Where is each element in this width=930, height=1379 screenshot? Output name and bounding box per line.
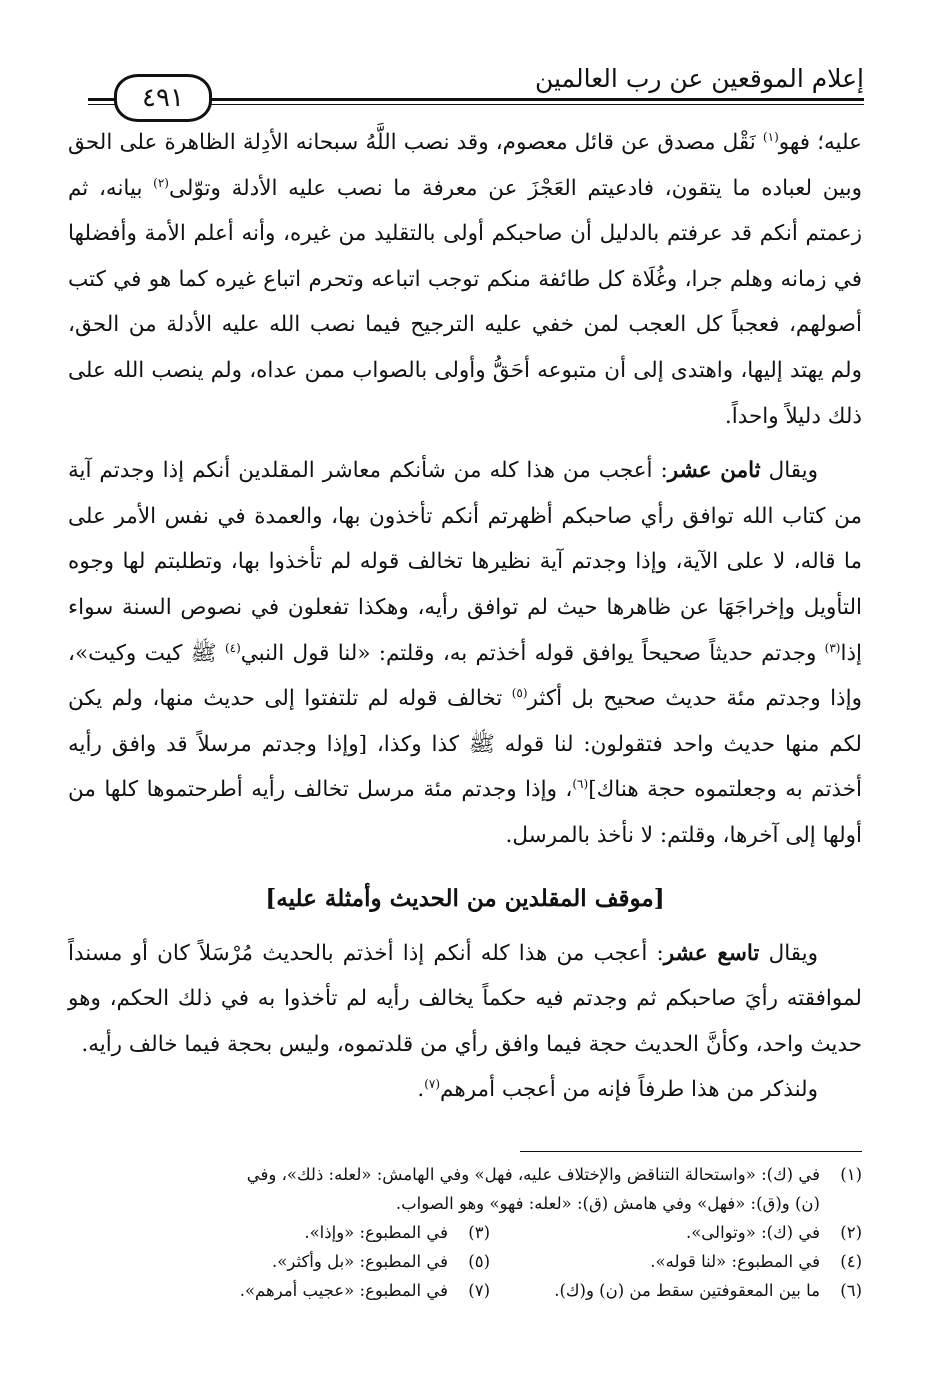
ordinal-label-19: تاسع عشر — [663, 940, 760, 966]
page-number-badge — [114, 74, 212, 122]
footnote-text: في المطبوع: «لنا قوله». — [650, 1252, 820, 1271]
text-run: . — [417, 1077, 425, 1103]
text-run: نَقْل مصدق عن قائل معصوم، وقد نصب اللَّهُ سبحانه الأدِلة الظاهرة على الحق وبين لعباده ما يتقون، فادعيتم العَجْزَ عن معرفة ما نصب عليه الأدلة وتوّلى — [68, 130, 862, 201]
footnote-text: في (ك): «وتوالى». — [685, 1223, 820, 1242]
footnote-text: ما بين المعقوفتين سقط من (ن) و(ك). — [554, 1281, 820, 1300]
footnote-row-6-7 — [68, 1276, 862, 1305]
footnote-text: في المطبوع: «عجيب أمرهم». — [239, 1281, 448, 1300]
footnote-ref-4: (٤) — [224, 640, 241, 655]
footnote-text: في (ك): «واستحالة التناقض والإختلاف عليه، فهل» وفي الهامش: «لعله: ذلك»، وفي — [246, 1165, 820, 1184]
text-run: : أعجب من هذا كله من شأنكم معاشر المقلدين أنكم إذا وجدتم آية من كتاب الله توافق رأي صاحبكم أظهرتم أنكم تأخذون بها، والعمدة في نفس الأمر على ما قاله، لا على الآية، وإذا وجدتم آية نظيرها تخالف قوله لم تأخذوا بها، وتطلبتم لها وجوه التأويل وإخراجَهَا عن ظاهرها حيث لم توافق رأيه، وهكذا تفعلون في نصوص السنة سواء إذا — [68, 458, 863, 666]
paragraph-1 — [68, 120, 862, 439]
footnotes — [68, 1160, 862, 1305]
footnote-row-4-5 — [68, 1247, 862, 1276]
footnote-ref-6: (٦) — [572, 777, 589, 792]
footnote-separator — [520, 1151, 862, 1152]
text-run: بيانه، ثم زعمتم أنكم قد عرفتم بالدليل أن صاحبكم أولى بالتقليد من غيره، وأنه أعلم الأمة وأفضلها في زمانه وهلم جرا، وغُلَاة كل طائفة منكم توجب اتباعه وتحرم اتباع غيره كما هو في كتب أصولهم، فعجباً كل العجب لمن خفي عليه الترجيح فيما نصب الله عليه الأدلة من الحق، ولم يهتد إليها، واهتدى إلى أن متبوعه أحَقُّ وأولى بالصواب ممن عداه، ولم ينصب الله على ذلك دليلاً واحداً. — [68, 175, 862, 429]
footnote-number: (٥) — [468, 1252, 490, 1271]
text-run: ، وإذا وجدتم مئة مرسل تخالف رأيه أطرحتموها كلها من أولها إلى آخرها، وقلتم: لا نأخذ بالمرسل. — [68, 777, 862, 848]
footnote-number: (٤) — [840, 1252, 862, 1271]
body-text — [68, 120, 862, 1113]
footnote-row-2-3 — [68, 1218, 862, 1247]
text-run: ولنذكر من هذا طرفاً فإنه من أعجب أمرهم — [440, 1077, 818, 1103]
footnote-number: (٦) — [840, 1281, 862, 1300]
footnote-number: (٣) — [468, 1223, 490, 1242]
footnote-ref-3: (٣) — [824, 640, 841, 655]
running-title: إعلام الموقعين عن رب العالمين — [534, 64, 864, 93]
paragraph-2 — [68, 448, 862, 858]
footnote-ref-7: (٧) — [424, 1077, 441, 1092]
text-run: ويقال — [760, 458, 819, 484]
footnote-ref-2: (٢) — [153, 175, 169, 190]
footnote-number: (٧) — [468, 1281, 490, 1300]
footnote-number: (٢) — [840, 1223, 862, 1242]
text-run: : أعجب من هذا كله أنكم إذا أخذتم بالحديث مُرْسَلاً كان أو مسنداً لموافقته رأيَ صاحبكم ثم وجدتم فيه حكماً يخالف رأيه لم تأخذوا به في ذلك الحكم، وهو حديث واحد، وكأنَّ الحديث حجة فيما وافق رأي من قلدتموه، وليس بحجة فيما خالف رأيه. — [68, 940, 862, 1057]
footnote-ref-5: (٥) — [511, 685, 528, 700]
footnote-text: في المطبوع: «بل وأكثر». — [272, 1252, 448, 1271]
page-number: ٤٩١ — [142, 83, 184, 113]
ordinal-label-18: ثامن عشر — [667, 458, 761, 484]
text-run: عليه؛ فهو — [778, 130, 862, 155]
footnote-number: (١) — [840, 1165, 862, 1184]
text-run: ويقال — [759, 940, 818, 966]
paragraph-4 — [68, 1067, 862, 1113]
text-run: تخالف قوله لم تلتفتوا إلى حديث منها، ولم يكن لكم منها حديث واحد فتقولون: لنا قوله ﷺ كذا وكذا، [وإذا وجدتم مرسلاً قد وافق رأيه أخذتم به وجعلتموه حجة هناك] — [68, 686, 863, 803]
footnote-ref-1: (١) — [762, 129, 779, 144]
footnote-text: في المطبوع: «وإذا». — [304, 1223, 448, 1242]
text-run: ﷺ كيت وكيت»، وإذا وجدتم مئة حديث صحيح بل أكثر — [68, 640, 862, 712]
paragraph-3 — [68, 931, 862, 1068]
footnote-1 — [68, 1160, 862, 1189]
section-heading: [موقف المقلدين من الحديث وأمثلة عليه] — [265, 884, 665, 912]
text-run: وجدتم حديثاً صحيحاً يوافق قوله أخذتم به، وقلتم: «لنا قول النبي — [240, 640, 825, 666]
footnote-1-continued: (ن) و(ق): «فهل» وفي هامش (ق): «لعله: فهو» وهو الصواب. — [395, 1194, 820, 1213]
